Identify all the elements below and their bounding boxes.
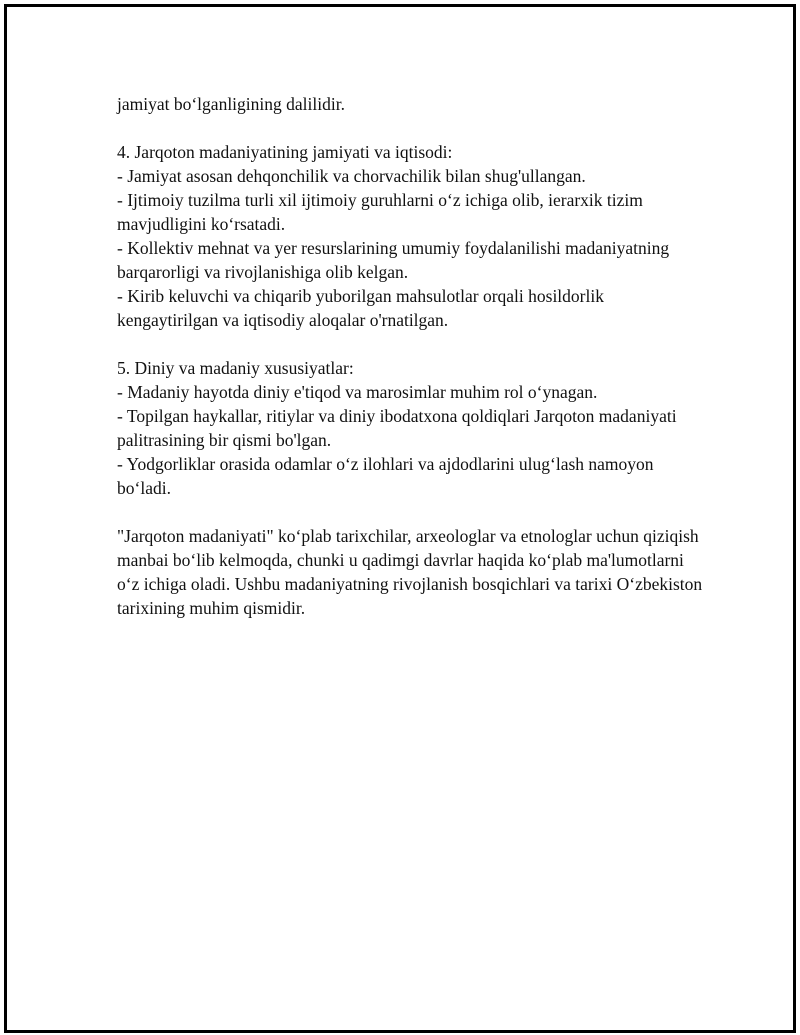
section-4-item: - Ijtimoiy tuzilma turli xil ijtimoiy guruhlarni o‘z ichiga olib, ierarxik tizim mavjudligini ko‘rsatadi. [117, 190, 643, 234]
paragraph-spacer [117, 332, 707, 356]
document-body [117, 92, 707, 620]
section-4-item: - Kollektiv mehnat va yer resurslarining umumiy foydalanilishi madaniyatning barqarorligi va rivojlanishiga olib kelgan. [117, 238, 670, 282]
conclusion-paragraph: "Jarqoton madaniyati" ko‘plab tarixchilar, arxeologlar va etnologlar uchun qiziqish manbai bo‘lib kelmoqda, chunki u qadimgi davrlar haqida ko‘plab ma'lumotlarni o‘z ichiga oladi. Ushbu madaniyatning rivojlanish bosqichlari va tarixi O‘zbekiston tarixining muhim qismidir. [117, 526, 703, 618]
paragraph-spacer [117, 116, 707, 140]
paragraph-spacer [117, 500, 707, 524]
section-4-heading: 4. Jarqoton madaniyatining jamiyati va iqtisodi: [117, 142, 453, 162]
section-5-item: - Madaniy hayotda diniy e'tiqod va marosimlar muhim rol o‘ynagan. [117, 382, 598, 402]
section-4-item: - Kirib keluvchi va chiqarib yuborilgan mahsulotlar orqali hosildorlik kengaytirilgan va iqtisodiy aloqalar o'rnatilgan. [117, 286, 604, 330]
section-4-item: - Jamiyat asosan dehqonchilik va chorvachilik bilan shug'ullangan. [117, 166, 586, 186]
section-5-heading: 5. Diniy va madaniy xususiyatlar: [117, 358, 354, 378]
intro-line: jamiyat bo‘lganligining dalilidir. [117, 94, 345, 114]
section-5-item: - Topilgan haykallar, ritiylar va diniy ibodatxona qoldiqlari Jarqoton madaniyati palitrasining bir qismi bo'lgan. [117, 406, 677, 450]
section-5-item: - Yodgorliklar orasida odamlar o‘z ilohlari va ajdodlarini ulug‘lash namoyon bo‘ladi. [117, 454, 654, 498]
